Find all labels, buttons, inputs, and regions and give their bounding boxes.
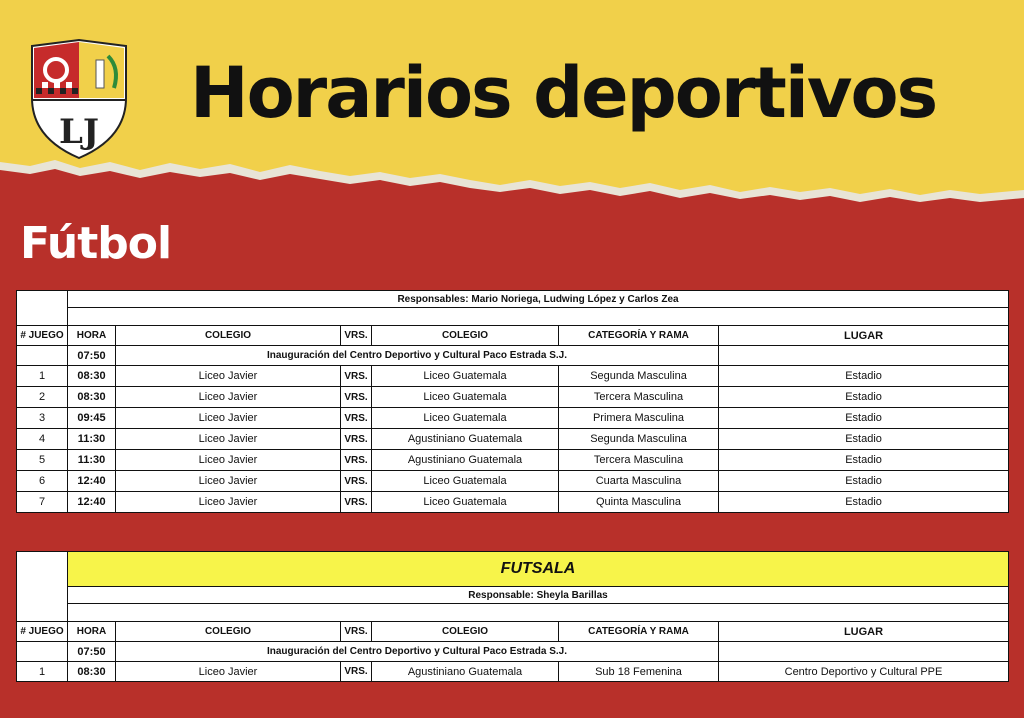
cell-vrs: VRS. [341, 366, 372, 387]
cell-vrs: VRS. [341, 662, 372, 682]
cell-hora: 11:30 [68, 450, 116, 471]
cell-hora: 08:30 [68, 662, 116, 682]
cell-hora: 12:40 [68, 471, 116, 492]
cell-lugar: Estadio [719, 492, 1009, 513]
page-title: Horarios deportivos [190, 52, 937, 134]
cell-vrs: VRS. [341, 492, 372, 513]
col-header-vrs: VRS. [341, 326, 372, 346]
cell-vrs: VRS. [341, 471, 372, 492]
cell-colegio: Liceo Javier [116, 366, 341, 387]
cell-vrs: VRS. [341, 450, 372, 471]
cell-colegio: Liceo Javier [116, 662, 341, 682]
col-header-hora: HORA [68, 326, 116, 346]
cell-categoria: Segunda Masculina [559, 429, 719, 450]
cell-lugar: Estadio [719, 408, 1009, 429]
cell-vrs: VRS. [341, 429, 372, 450]
cell-num: 4 [17, 429, 68, 450]
cell-lugar: Estadio [719, 450, 1009, 471]
col-header-juego: # JUEGO [17, 622, 68, 642]
spacer-row [68, 604, 1009, 622]
inaugural-row [17, 346, 1009, 366]
inaugural-text: Inauguración del Centro Deportivo y Cultural Paco Estrada S.J. [116, 642, 719, 662]
cell-colegio-rival: Agustiniano Guatemala [372, 429, 559, 450]
spacer-row [68, 308, 1009, 326]
cell-num: 7 [17, 492, 68, 513]
table-header-row [17, 622, 1009, 642]
inaugural-row [17, 642, 1009, 662]
col-header-categoria: CATEGORÍA Y RAMA [559, 326, 719, 346]
cell-hora: 09:45 [68, 408, 116, 429]
col-header-colegio-rival: COLEGIO [372, 622, 559, 642]
col-header-colegio: COLEGIO [116, 326, 341, 346]
cell-lugar: Estadio [719, 387, 1009, 408]
col-header-vrs: VRS. [341, 622, 372, 642]
cell-colegio-rival: Liceo Guatemala [372, 471, 559, 492]
cell-num: 1 [17, 662, 68, 682]
cell-hora: 08:30 [68, 366, 116, 387]
table-row [17, 429, 1009, 450]
cell-colegio-rival: Liceo Guatemala [372, 387, 559, 408]
cell-colegio: Liceo Javier [116, 450, 341, 471]
cell-lugar: Estadio [719, 471, 1009, 492]
svg-text:LJ: LJ [59, 112, 99, 152]
cell-num: 2 [17, 387, 68, 408]
col-header-hora: HORA [68, 622, 116, 642]
cell-colegio-rival: Liceo Guatemala [372, 492, 559, 513]
cell-colegio: Liceo Javier [116, 408, 341, 429]
cell-categoria: Segunda Masculina [559, 366, 719, 387]
cell-hora: 12:40 [68, 492, 116, 513]
col-header-categoria: CATEGORÍA Y RAMA [559, 622, 719, 642]
inaugural-text: Inauguración del Centro Deportivo y Cultural Paco Estrada S.J. [116, 346, 719, 366]
cell-categoria: Tercera Masculina [559, 387, 719, 408]
cell-colegio-rival: Agustiniano Guatemala [372, 450, 559, 471]
col-header-lugar: LUGAR [719, 622, 1009, 642]
inaugural-hora: 07:50 [68, 346, 116, 366]
col-header-juego: # JUEGO [17, 326, 68, 346]
table-row [17, 662, 1009, 682]
cell-colegio-rival: Liceo Guatemala [372, 408, 559, 429]
torn-paper-edge [0, 150, 1024, 210]
cell-vrs: VRS. [341, 387, 372, 408]
col-header-lugar: LUGAR [719, 326, 1009, 346]
table-row [17, 471, 1009, 492]
cell-num: 1 [17, 366, 68, 387]
cell-colegio: Liceo Javier [116, 492, 341, 513]
table-row [17, 450, 1009, 471]
table-header-row [17, 326, 1009, 346]
futsala-schedule-table [16, 551, 1009, 682]
inaugural-hora: 07:50 [68, 642, 116, 662]
table-row [17, 408, 1009, 429]
futbol-schedule-table [16, 290, 1009, 513]
cell-categoria: Primera Masculina [559, 408, 719, 429]
cell-colegio: Liceo Javier [116, 429, 341, 450]
cell-hora: 11:30 [68, 429, 116, 450]
cell-colegio: Liceo Javier [116, 471, 341, 492]
blank-corner [17, 552, 68, 622]
section-title-futbol: Fútbol [20, 218, 172, 269]
cell-categoria: Quinta Masculina [559, 492, 719, 513]
cell-lugar: Centro Deportivo y Cultural PPE [719, 662, 1009, 682]
table-row [17, 492, 1009, 513]
futsala-title: FUTSALA [68, 552, 1009, 587]
responsables-label: Responsables: Mario Noriega, Ludwing López y Carlos Zea [68, 291, 1009, 308]
cell-categoria: Cuarta Masculina [559, 471, 719, 492]
col-header-colegio-rival: COLEGIO [372, 326, 559, 346]
cell-num: 3 [17, 408, 68, 429]
table-row [17, 387, 1009, 408]
cell-lugar: Estadio [719, 366, 1009, 387]
cell-categoria: Tercera Masculina [559, 450, 719, 471]
cell-hora: 08:30 [68, 387, 116, 408]
cell-colegio-rival: Agustiniano Guatemala [372, 662, 559, 682]
col-header-colegio: COLEGIO [116, 622, 341, 642]
cell-colegio-rival: Liceo Guatemala [372, 366, 559, 387]
school-crest-logo [28, 38, 130, 160]
table-row [17, 366, 1009, 387]
cell-categoria: Sub 18 Femenina [559, 662, 719, 682]
cell-num: 5 [17, 450, 68, 471]
blank-corner [17, 291, 68, 326]
cell-vrs: VRS. [341, 408, 372, 429]
cell-colegio: Liceo Javier [116, 387, 341, 408]
cell-num: 6 [17, 471, 68, 492]
responsables-label: Responsable: Sheyla Barillas [68, 587, 1009, 604]
cell-lugar: Estadio [719, 429, 1009, 450]
